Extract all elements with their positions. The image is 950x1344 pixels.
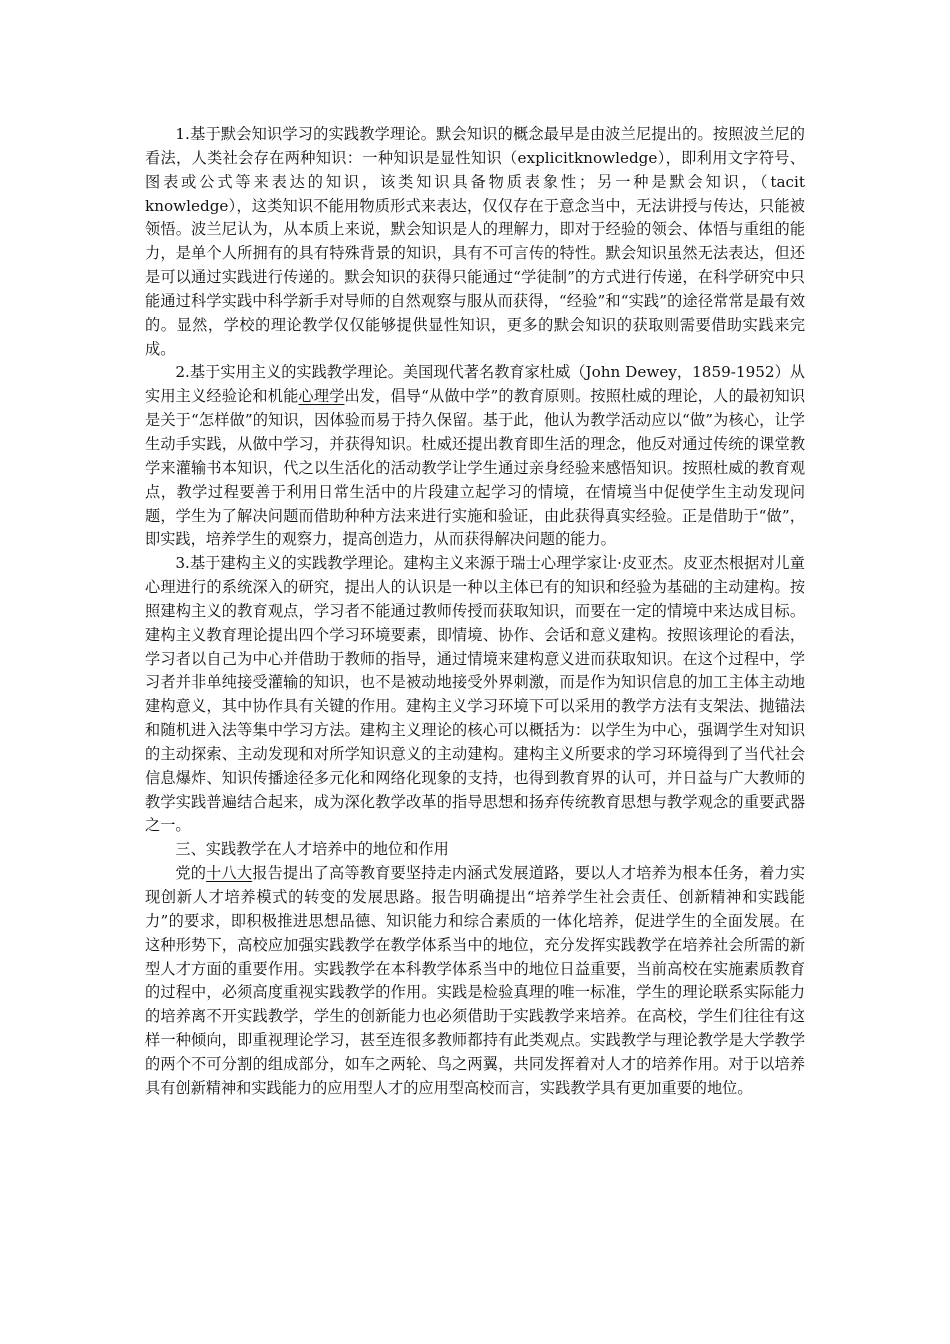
paragraph-pragmatism-text-after: 出发，倡导“从做中学”的教育原则。按照杜威的理论，人的最初知识是关于“怎样做”的知识，因体验而易于持久保留。基于此，他认为教学活动应以“做”为核心，让学生动手实践，从做中学习，并获得知识。杜威还提出教育即生活的理念，他反对通过传统的课堂教学来灌输书本知识，代之以生活化的活动教学让学生通过亲身经验来感悟知识。按照杜威的教育观点，教学过程要善于利用日常生活中的片段建立起学习的情境，在情境当中促使学生主动发现问题，学生为了解决问题而借助种种方法来进行实施和验证，由此获得真实经验。正是借助于“做”，即实践，培养学生的观察力，提高创造力，从而获得解决问题的能力。 bbox=[145, 387, 806, 549]
paragraph-tacit-knowledge: 1.基于默会知识学习的实践教学理论。默会知识的概念最早是由波兰尼提出的。按照波兰尼的看法，人类社会存在两种知识：一种知识是显性知识（explicitknowledge），即利用文字符号、图表或公式等来表达的知识，该类知识具备物质表象性；另一种是默会知识，（tacit knowledge），这类知识不能用物质形式来表达，仅仅存在于意念当中，无法讲授与传达，只能被领悟。波兰尼认为，从本质上来说，默会知识是人的理解力，即对于经验的领会、体悟与重组的能力，是单个人所拥有的具有特殊背景的知识，具有不可言传的特性。默会知识虽然无法表达，但还是可以通过实践进行传递的。默会知识的获得只能通过“学徒制”的方式进行传递，在科学研究中只能通过科学实践中科学新手对导师的自然观察与服从而获得，“经验”和“实践”的途径常常是最有效的。显然，学校的理论教学仅仅能够提供显性知识，更多的默会知识的获取则需要借助实践来完成。 bbox=[145, 125, 805, 358]
paragraph-pragmatism-text-before: 2.基于实用主义的实践教学理论。美国现代著名教育家杜威（John Dewey，1859-1952）从实用主义经验论和机能 bbox=[145, 363, 805, 406]
paragraph-practice-text-after: 报告提出了高等教育要坚持走内涵式发展道路，要以人才培养为根本任务，着力实现创新人才培养模式的转变的发展思路。报告明确提出“培养学生社会责任、创新精神和实践能力”的要求，即积极推进思想品德、知识能力和综合素质的一体化培养，促进学生的全面发展。在这种形势下，高校应加强实践教学在教学体系当中的地位，充分发挥实践教学在培养社会所需的新型人才方面的重要作用。实践教学在本科教学体系当中的地位日益重要，当前高校在实施素质教育的过程中，必须高度重视实践教学的作用。实践是检验真理的唯一标准，学生的理论联系实际能力的培养离不开实践教学，学生的创新能力也必须借助于实践教学来培养。在高校，学生们往往有这样一种倾向，即重视理论学习，甚至连很多教师都持有此类观点。实践教学与理论教学是大学教学的两个不可分割的组成部分，如车之两轮、鸟之两翼，共同发挥着对人才的培养作用。对于以培养具有创新精神和实践能力的应用型人才的应用型高校而言，实践教学具有更加重要的地位。 bbox=[145, 864, 806, 1097]
section-heading: 三、实践教学在人才培养中的地位和作用 bbox=[175, 840, 449, 859]
document-body bbox=[145, 123, 805, 1101]
psychology-link[interactable]: 心理学 bbox=[298, 387, 345, 406]
paragraph-practice-teaching bbox=[145, 862, 805, 1100]
eighteenth-congress-link[interactable]: 十八大 bbox=[206, 864, 253, 883]
paragraph-practice-text-before: 党的 bbox=[175, 864, 207, 883]
paragraph-constructivism: 3.基于建构主义的实践教学理论。建构主义来源于瑞士心理学家让·皮亚杰。皮亚杰根据对儿童心理进行的系统深入的研究，提出人的认识是一种以主体已有的知识和经验为基础的主动建构。按照建构主义的教育观点，学习者不能通过教师传授而获取知识，而要在一定的情境中来达成目标。建构主义教育理论提出四个学习环境要素，即情境、协作、会话和意义建构。按照该理论的看法，学习者以自己为中心并借助于教师的指导，通过情境来建构意义进而获取知识。在这个过程中，学习者并非单纯接受灌输的知识，也不是被动地接受外界刺激，而是作为知识信息的加工主体主动地建构意义，其中协作具有关键的作用。建构主义学习环境下可以采用的教学方法有支架法、抛锚法和随机进入法等集中学习方法。建构主义理论的核心可以概括为：以学生为中心，强调学生对知识的主动探索、主动发现和对所学知识意义的主动建构。建构主义所要求的学习环境得到了当代社会信息爆炸、知识传播途径多元化和网络化现象的支持，也得到教育界的认可，并日益与广大教师的教学实践普遍结合起来，成为深化教学改革的指导思想和扬弃传统教育思想与教学观念的重要武器之一。 bbox=[145, 554, 805, 835]
paragraph-pragmatism bbox=[145, 361, 805, 552]
